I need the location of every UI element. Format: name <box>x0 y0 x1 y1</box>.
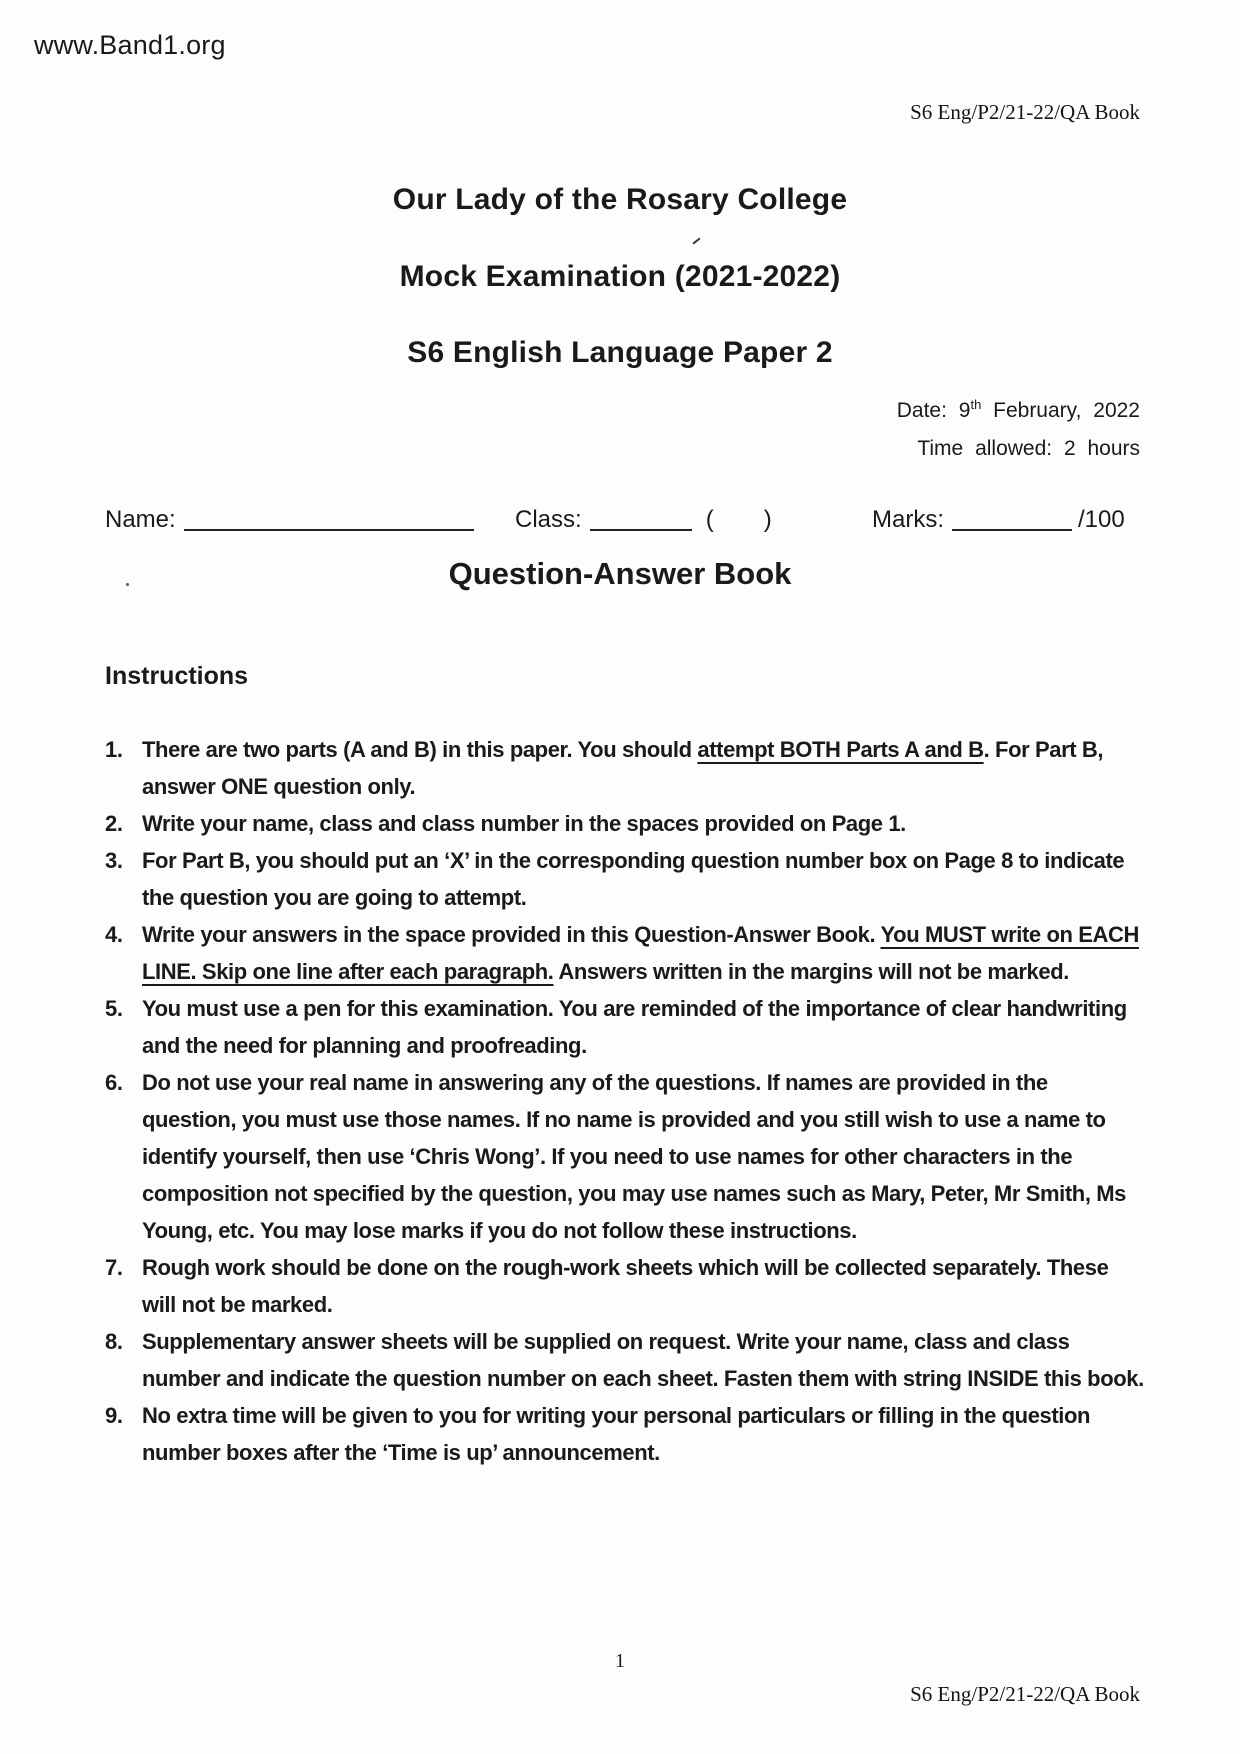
instruction-item <box>105 990 1145 1064</box>
exam-title: Mock Examination (2021-2022) <box>399 260 841 293</box>
page-number: 1 <box>615 1650 625 1672</box>
date-label-and-day: Date: 9 <box>896 399 971 422</box>
exam-meta-block <box>897 392 1140 468</box>
site-watermark: www.Band1.org <box>34 30 226 60</box>
class-field <box>515 506 772 534</box>
date-ordinal: th <box>970 397 982 412</box>
scan-artifact <box>126 583 129 586</box>
instruction-number: 8. <box>105 1329 123 1354</box>
class-number-paren-close: ) <box>763 506 772 533</box>
marks-label: Marks: <box>872 506 944 533</box>
class-blank-line <box>590 507 692 531</box>
instruction-item <box>105 1397 1145 1471</box>
instructions-list <box>105 731 1145 1471</box>
time-allowed-line: Time allowed: 2 hours <box>917 437 1140 460</box>
candidate-fields-row <box>0 506 1240 540</box>
marks-blank-line <box>952 507 1072 531</box>
school-name: Our Lady of the Rosary College <box>392 183 848 216</box>
instruction-number: 7. <box>105 1255 123 1280</box>
instruction-underlined-text: You MUST write on EACH LINE. Skip one line after each paragraph. <box>142 922 1139 984</box>
instruction-item <box>105 731 1145 805</box>
paper-code-header: S6 Eng/P2/21-22/QA Book <box>910 100 1140 124</box>
instruction-text: No extra time will be given to you for writing your personal particulars or filling in the question number boxes after the ‘Time is up’ announcement. <box>142 1403 1091 1465</box>
name-label: Name: <box>105 506 176 533</box>
exam-date-line <box>897 392 1140 430</box>
instruction-item <box>105 1249 1145 1323</box>
instruction-number: 6. <box>105 1070 123 1095</box>
instruction-text: Supplementary answer sheets will be supplied on request. Write your name, class and class number and indicate the question number on each sheet. Fasten them with string INSIDE this book. <box>142 1329 1144 1391</box>
paper-title: S6 English Language Paper 2 <box>407 336 833 369</box>
paper-code-footer: S6 Eng/P2/21-22/QA Book <box>910 1682 1140 1706</box>
class-label: Class: <box>515 506 582 533</box>
instruction-text: For Part B, you should put an ‘X’ in the corresponding question number box on Page 8 to indicate the question you are going to attempt. <box>142 848 1125 910</box>
marks-field <box>872 506 1125 534</box>
instruction-number: 3. <box>105 848 123 873</box>
instruction-number: 1. <box>105 737 123 762</box>
instruction-text: Write your name, class and class number in the spaces provided on Page 1. <box>142 811 906 836</box>
instruction-item <box>105 1064 1145 1249</box>
instruction-text: Rough work should be done on the rough-work sheets which will be collected separately. These will not be marked. <box>142 1255 1109 1317</box>
name-field <box>105 506 474 534</box>
marks-total: /100 <box>1078 506 1125 533</box>
instruction-number: 2. <box>105 811 123 836</box>
instruction-text: Do not use your real name in answering any of the questions. If names are provided in the question, you must use those names. If no name is provided and you still wish to use a name to identify yourself, then use ‘Chris Wong’. If you need to use names for other characters in the composition not specified by the question, you may use names such as Mary, Peter, Mr Smith, Ms Young, etc. You may lose marks if you do not follow these instructions. <box>142 1070 1127 1243</box>
instruction-item <box>105 842 1145 916</box>
name-blank-line <box>184 507 474 531</box>
instruction-underlined-text: attempt BOTH Parts A and B <box>697 737 984 762</box>
instruction-item <box>105 1323 1145 1397</box>
instruction-number: 4. <box>105 922 123 947</box>
instruction-number: 5. <box>105 996 123 1021</box>
instructions-heading: Instructions <box>105 662 249 690</box>
class-number-paren-open: ( <box>705 506 714 533</box>
date-rest: February, 2022 <box>981 399 1140 422</box>
instruction-text: Write your answers in the space provided in this Question-Answer Book. You MUST write on EACH LINE. Skip one line after each paragraph. Answers written in the margins will not be marked. <box>142 922 1139 984</box>
instruction-text: There are two parts (A and B) in this paper. You should attempt BOTH Parts A and B. For Part B, answer ONE question only. <box>142 737 1104 799</box>
instruction-item <box>105 805 1145 842</box>
instruction-number: 9. <box>105 1403 123 1428</box>
instruction-text: You must use a pen for this examination. You are reminded of the importance of clear handwriting and the need for planning and proofreading. <box>142 996 1127 1058</box>
scan-artifact <box>692 237 700 244</box>
book-heading: Question-Answer Book <box>448 556 792 591</box>
instruction-item <box>105 916 1145 990</box>
